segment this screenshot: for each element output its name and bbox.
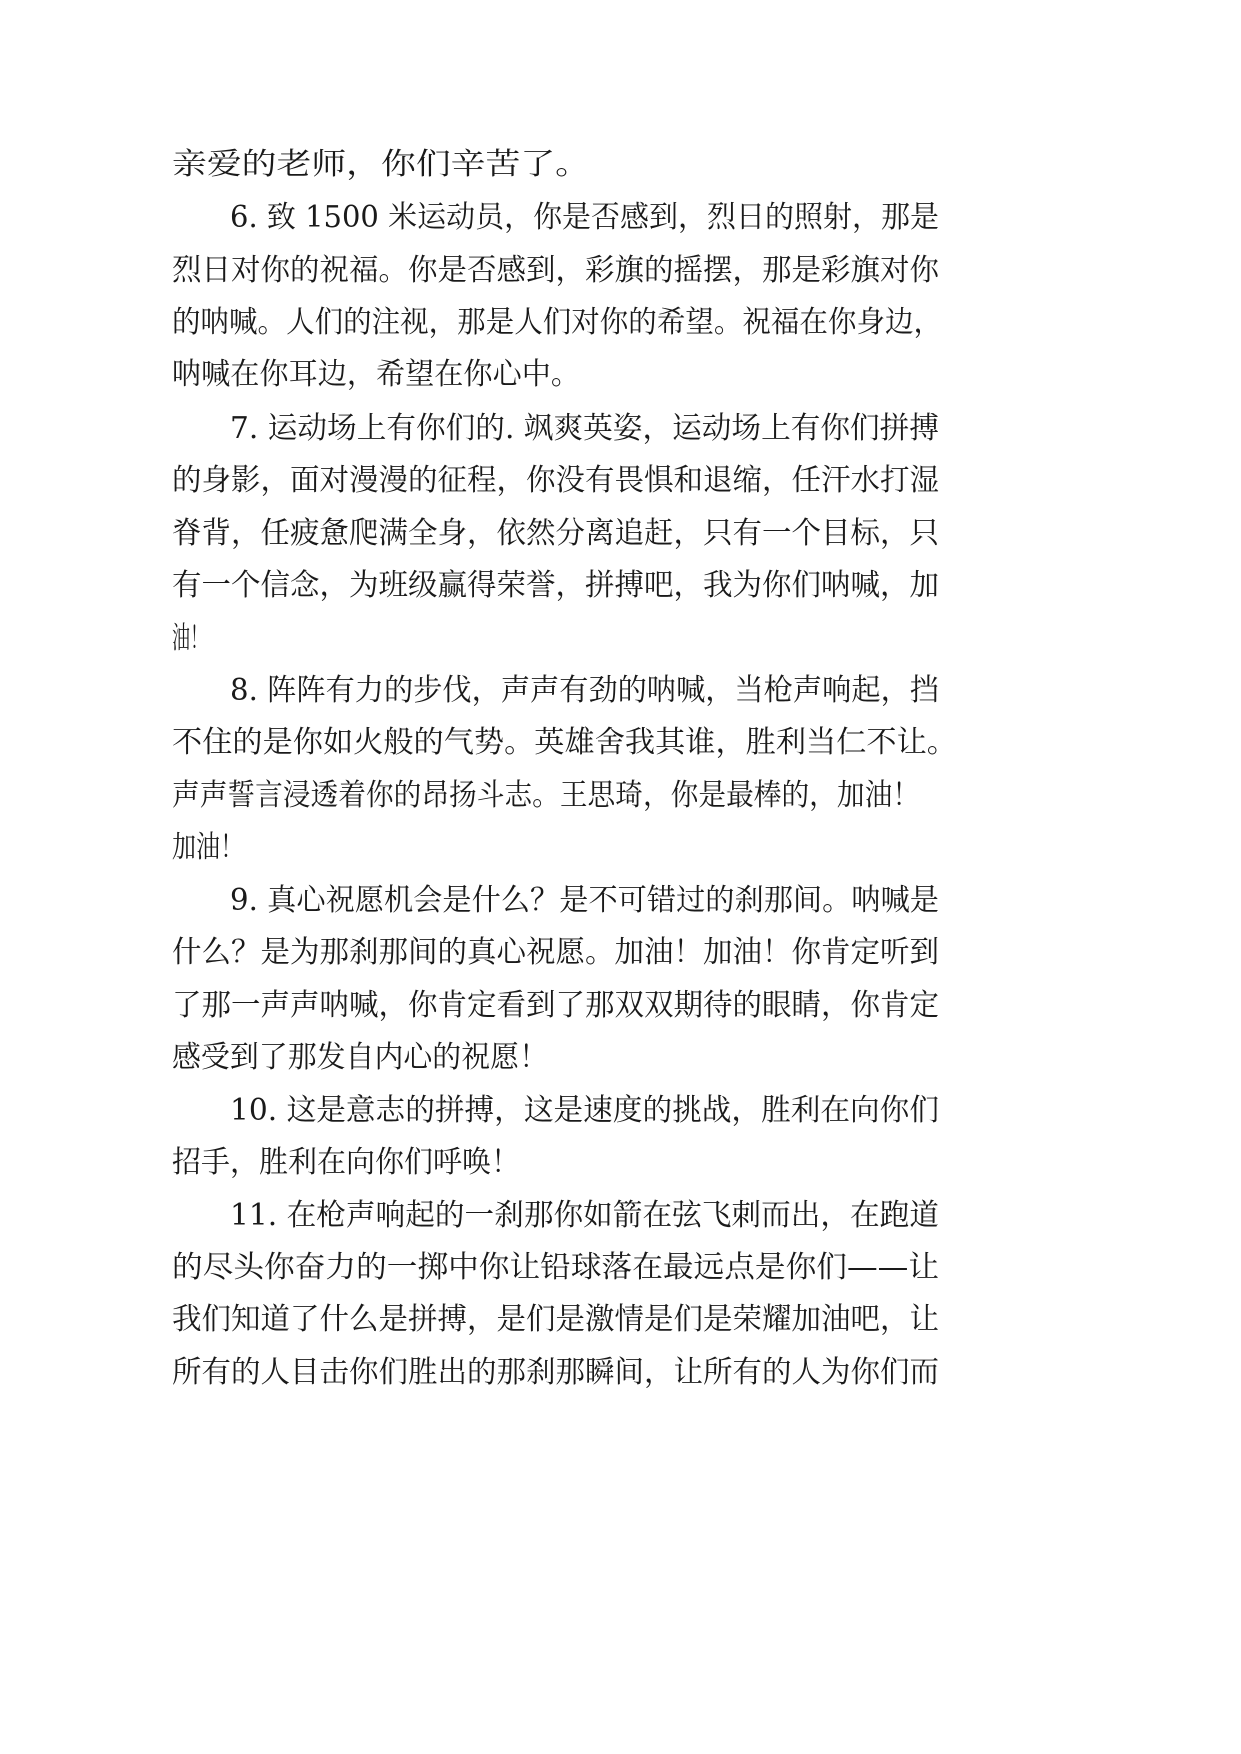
text-line: 6. 致 1500 米运动员，你是否感到，烈日的照射，那是 bbox=[230, 200, 939, 235]
text-line: 所有的人目击你们胜出的那刹那瞬间，让所有的人为你们而 bbox=[172, 1355, 939, 1390]
text-line: 的呐喊。人们的注视，那是人们对你的希望。祝福在你身边， bbox=[172, 305, 942, 340]
text-line: 11. 在枪声响起的一刹那你如箭在弦飞刺而出，在跑道 bbox=[230, 1198, 939, 1233]
text-line: 油！ bbox=[172, 621, 208, 656]
text-line: 7. 运动场上有你们的. 飒爽英姿，运动场上有你们拼搏 bbox=[230, 411, 939, 446]
text-line: 有一个信念，为班级赢得荣誉，拼搏吧，我为你们呐喊，加 bbox=[172, 568, 939, 603]
text-line: 8. 阵阵有力的步伐，声声有劲的呐喊，当枪声响起，挡 bbox=[230, 673, 939, 708]
text-line: 感受到了那发自内心的祝愿！ bbox=[172, 1040, 548, 1075]
text-line: 加油！ bbox=[172, 830, 244, 865]
text-line: 呐喊在你耳边，希望在你心中。 bbox=[172, 357, 580, 392]
text-line: 我们知道了什么是拼搏，是们是激情是们是荣耀加油吧，让 bbox=[172, 1302, 939, 1337]
text-line: 脊背，任疲惫爬满全身，依然分离追赶，只有一个目标，只 bbox=[172, 516, 939, 551]
text-line: 10. 这是意志的拼搏，这是速度的挑战，胜利在向你们 bbox=[230, 1093, 939, 1128]
text-line: 什么？是为那刹那间的真心祝愿。加油！加油！你肯定听到 bbox=[172, 935, 939, 970]
text-line: 的尽头你奋力的一掷中你让铅球落在最远点是你们——让 bbox=[172, 1250, 939, 1285]
text-line: 不住的是你如火般的气势。英雄舍我其谁，胜利当仁不让。 bbox=[172, 725, 957, 760]
text-line: 了那一声声呐喊，你肯定看到了那双双期待的眼睛，你肯定 bbox=[172, 988, 939, 1023]
text-line: 烈日对你的祝福。你是否感到，彩旗的摇摆，那是彩旗对你 bbox=[172, 253, 939, 288]
text-line: 9. 真心祝愿机会是什么？是不可错过的刹那间。呐喊是 bbox=[230, 883, 939, 918]
text-line: 声声誓言浸透着你的昂扬斗志。王思琦，你是最棒的，加油！ bbox=[172, 778, 920, 813]
text-line: 招手，胜利在向你们呼唤！ bbox=[172, 1145, 520, 1180]
text-line: 的身影，面对漫漫的征程，你没有畏惧和退缩，任汗水打湿 bbox=[172, 463, 939, 498]
text-line: 亲爱的老师，你们辛苦了。 bbox=[172, 147, 590, 182]
